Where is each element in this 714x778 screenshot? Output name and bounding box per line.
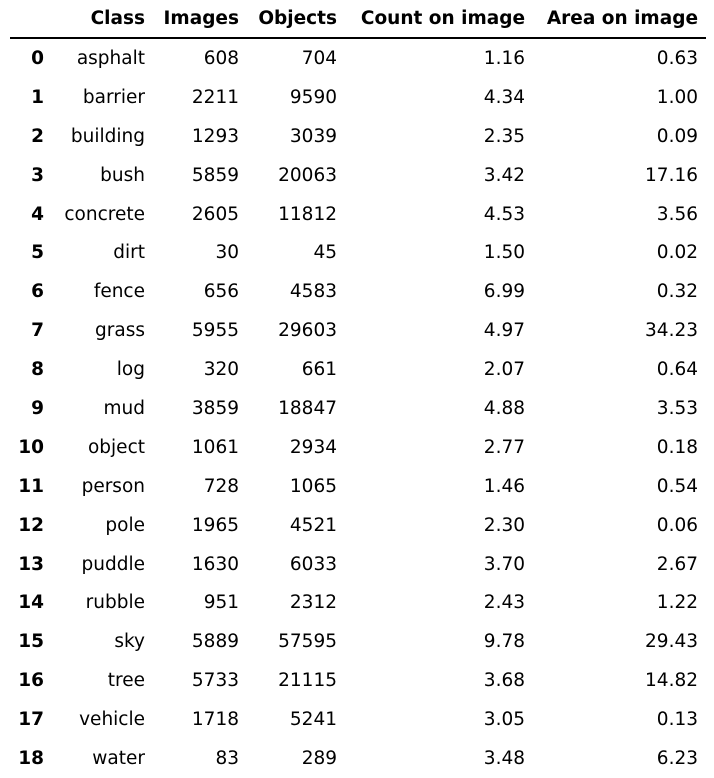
cell-count-on-image: 1.16	[483, 47, 525, 69]
cell-count-on-image: 4.34	[483, 86, 525, 108]
row-index: 12	[18, 514, 44, 536]
cell-area-on-image: 3.56	[656, 203, 698, 225]
cell-class: log	[116, 359, 145, 381]
cell-count-on-image: 2.35	[483, 125, 525, 147]
cell-area-on-image: 0.02	[656, 242, 698, 264]
cell-class: pole	[105, 514, 145, 536]
class-statistics-table	[10, 0, 706, 778]
cell-images: 5859	[191, 164, 239, 186]
cell-objects: 29603	[278, 320, 337, 342]
cell-class: mud	[103, 397, 145, 419]
table-row	[10, 38, 706, 78]
cell-count-on-image: 1.46	[483, 475, 525, 497]
cell-area-on-image: 17.16	[645, 164, 698, 186]
cell-class: dirt	[113, 242, 145, 264]
cell-class: asphalt	[76, 47, 145, 69]
row-index: 6	[31, 281, 44, 303]
cell-images: 2211	[191, 86, 239, 108]
cell-area-on-image: 14.82	[645, 670, 698, 692]
table-row	[10, 428, 706, 467]
table-row	[10, 233, 706, 272]
cell-area-on-image: 0.09	[656, 125, 698, 147]
cell-images: 5955	[191, 320, 239, 342]
cell-class: fence	[93, 281, 145, 303]
table-row	[10, 272, 706, 311]
cell-objects: 45	[313, 242, 337, 264]
table-row	[10, 661, 706, 700]
cell-objects: 21115	[278, 670, 337, 692]
cell-count-on-image: 3.48	[483, 747, 525, 769]
cell-images: 320	[203, 359, 239, 381]
cell-class: person	[81, 475, 145, 497]
cell-objects: 5241	[289, 709, 337, 731]
cell-count-on-image: 6.99	[483, 281, 525, 303]
table-row	[10, 700, 706, 739]
cell-images: 2605	[191, 203, 239, 225]
cell-class: grass	[95, 320, 145, 342]
table-body	[10, 38, 706, 778]
row-index: 4	[31, 203, 44, 225]
cell-images: 1061	[191, 436, 239, 458]
cell-area-on-image: 0.06	[656, 514, 698, 536]
row-index: 3	[31, 164, 44, 186]
cell-area-on-image: 34.23	[645, 320, 698, 342]
row-index: 14	[18, 592, 44, 614]
row-index: 7	[31, 320, 44, 342]
cell-images: 3859	[191, 397, 239, 419]
cell-area-on-image: 0.64	[656, 359, 698, 381]
row-index: 9	[31, 397, 44, 419]
cell-objects: 3039	[289, 125, 337, 147]
row-index: 0	[31, 47, 44, 69]
cell-images: 728	[203, 475, 239, 497]
cell-class: water	[92, 747, 145, 769]
cell-area-on-image: 0.32	[656, 281, 698, 303]
table-row	[10, 467, 706, 506]
cell-count-on-image: 3.05	[483, 709, 525, 731]
table-row	[10, 545, 706, 584]
table-row	[10, 350, 706, 389]
cell-objects: 4583	[289, 281, 337, 303]
header-index	[10, 0, 52, 38]
cell-class: tree	[107, 670, 145, 692]
table-row	[10, 739, 706, 778]
row-index: 13	[18, 553, 44, 575]
cell-area-on-image: 6.23	[656, 747, 698, 769]
header-area-on-image: Area on image	[533, 0, 706, 38]
table-row	[10, 389, 706, 428]
cell-count-on-image: 4.97	[483, 320, 525, 342]
cell-count-on-image: 3.42	[483, 164, 525, 186]
cell-objects: 11812	[278, 203, 337, 225]
cell-count-on-image: 1.50	[483, 242, 525, 264]
row-index: 18	[18, 747, 44, 769]
cell-class: bush	[100, 164, 145, 186]
table-row	[10, 78, 706, 117]
cell-objects: 57595	[278, 631, 337, 653]
cell-area-on-image: 0.13	[656, 709, 698, 731]
header-images: Images	[153, 0, 247, 38]
table-row	[10, 622, 706, 661]
cell-class: concrete	[64, 203, 145, 225]
cell-count-on-image: 2.77	[483, 436, 525, 458]
header-objects: Objects	[247, 0, 345, 38]
cell-count-on-image: 2.43	[483, 592, 525, 614]
table-header	[10, 0, 706, 38]
cell-images: 608	[203, 47, 239, 69]
cell-objects: 704	[301, 47, 337, 69]
cell-images: 1965	[191, 514, 239, 536]
cell-images: 656	[203, 281, 239, 303]
row-index: 11	[18, 475, 44, 497]
cell-objects: 1065	[289, 475, 337, 497]
cell-class: barrier	[82, 86, 145, 108]
row-index: 15	[18, 631, 44, 653]
cell-area-on-image: 1.00	[656, 86, 698, 108]
cell-count-on-image: 4.53	[483, 203, 525, 225]
cell-images: 1718	[191, 709, 239, 731]
cell-class: rubble	[85, 592, 145, 614]
row-index: 17	[18, 709, 44, 731]
table-row	[10, 506, 706, 545]
table-row	[10, 583, 706, 622]
cell-objects: 2312	[289, 592, 337, 614]
cell-count-on-image: 2.07	[483, 359, 525, 381]
cell-images: 1630	[191, 553, 239, 575]
cell-objects: 18847	[278, 397, 337, 419]
class-statistics-table-container	[10, 0, 706, 778]
cell-area-on-image: 0.63	[656, 47, 698, 69]
cell-class: vehicle	[79, 709, 145, 731]
cell-class: puddle	[81, 553, 145, 575]
cell-count-on-image: 2.30	[483, 514, 525, 536]
cell-images: 1293	[191, 125, 239, 147]
row-index: 5	[31, 242, 44, 264]
row-index: 8	[31, 359, 44, 381]
cell-images: 5889	[191, 631, 239, 653]
cell-objects: 4521	[289, 514, 337, 536]
cell-count-on-image: 3.70	[483, 553, 525, 575]
cell-class: object	[87, 436, 145, 458]
table-row	[10, 311, 706, 350]
header-count-on-image: Count on image	[345, 0, 533, 38]
cell-count-on-image: 3.68	[483, 670, 525, 692]
cell-objects: 6033	[289, 553, 337, 575]
cell-area-on-image: 0.18	[656, 436, 698, 458]
header-row	[10, 0, 706, 38]
row-index: 2	[31, 125, 44, 147]
cell-objects: 20063	[278, 164, 337, 186]
cell-class: sky	[114, 631, 145, 653]
cell-area-on-image: 29.43	[645, 631, 698, 653]
cell-objects: 661	[301, 359, 337, 381]
row-index: 16	[18, 670, 44, 692]
cell-objects: 289	[301, 747, 337, 769]
cell-objects: 2934	[289, 436, 337, 458]
cell-area-on-image: 2.67	[656, 553, 698, 575]
table-row	[10, 117, 706, 156]
table-row	[10, 195, 706, 234]
row-index: 10	[18, 436, 44, 458]
cell-area-on-image: 0.54	[656, 475, 698, 497]
cell-images: 5733	[191, 670, 239, 692]
header-class: Class	[52, 0, 153, 38]
cell-images: 83	[215, 747, 239, 769]
cell-count-on-image: 4.88	[483, 397, 525, 419]
table-row	[10, 156, 706, 195]
row-index: 1	[31, 86, 44, 108]
cell-count-on-image: 9.78	[483, 631, 525, 653]
cell-class: building	[70, 125, 145, 147]
cell-objects: 9590	[289, 86, 337, 108]
cell-images: 951	[203, 592, 239, 614]
cell-area-on-image: 1.22	[656, 592, 698, 614]
cell-area-on-image: 3.53	[656, 397, 698, 419]
cell-images: 30	[215, 242, 239, 264]
